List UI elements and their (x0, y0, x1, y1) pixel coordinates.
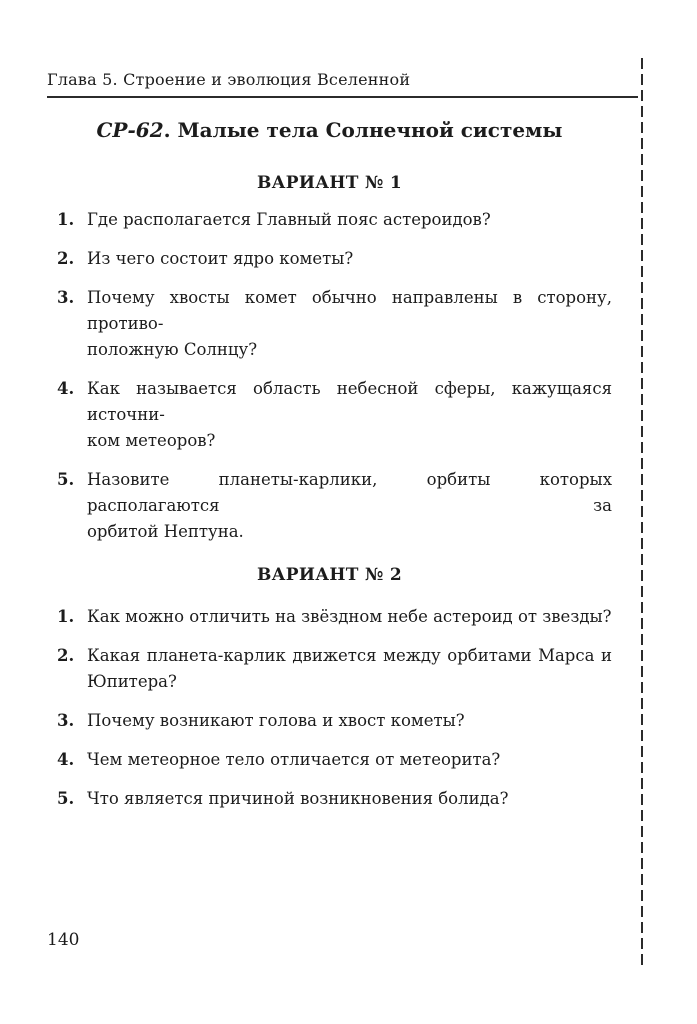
question-number: 4. (57, 750, 75, 769)
question-line: Чем метеорное тело отличается от метеорита? (87, 750, 501, 769)
question-line: Как можно отличить на звёздном небе астероид от звезды? (87, 607, 612, 626)
question-item (47, 604, 612, 630)
question-text (87, 604, 612, 630)
variant-section-1 (47, 172, 612, 545)
question-item (47, 207, 612, 233)
question-number: 4. (57, 379, 75, 398)
question-item (47, 246, 612, 272)
page-number: 140 (47, 930, 80, 950)
variant-2-questions (47, 604, 612, 812)
question-text (87, 643, 612, 695)
question-item (47, 747, 612, 773)
question-number: 2. (57, 249, 75, 268)
question-number: 2. (57, 646, 75, 665)
question-text (87, 207, 612, 233)
header-rule (47, 96, 638, 98)
question-text (87, 376, 612, 454)
question-line: Почему хвосты комет обычно направлены в сторону, противо- (87, 288, 612, 333)
worksheet-title-text: . Малые тела Солнечной системы (163, 118, 563, 142)
variant-section-2 (47, 564, 612, 812)
question-text (87, 708, 612, 734)
question-line: Назовите планеты-карлики, орбиты которых располагаются за (87, 470, 612, 515)
question-number: 3. (57, 711, 75, 730)
question-item (47, 786, 612, 812)
question-line: положную Солнцу? (87, 340, 258, 359)
question-line: Как называется область небесной сферы, кажущаяся источни- (87, 379, 612, 424)
variant-1-heading: ВАРИАНТ № 1 (256, 173, 403, 193)
question-text (87, 747, 612, 773)
page-title (47, 118, 612, 142)
question-item (47, 285, 612, 363)
question-number: 1. (57, 210, 75, 229)
question-item (47, 643, 612, 695)
question-line: Какая планета-карлик движется между орбитами Марса и (87, 646, 612, 665)
question-text (87, 285, 612, 363)
question-line: ком метеоров? (87, 431, 216, 450)
question-number: 5. (57, 470, 75, 489)
variant-2-heading: ВАРИАНТ № 2 (256, 565, 403, 585)
question-text (87, 467, 612, 545)
question-line: Почему возникают голова и хвост кометы? (87, 711, 465, 730)
question-item (47, 708, 612, 734)
variant-1-questions (47, 207, 612, 545)
question-number: 3. (57, 288, 75, 307)
question-item (47, 376, 612, 454)
question-line: Где располагается Главный пояс астероидов? (87, 210, 491, 229)
question-line: Что является причиной возникновения болида? (87, 789, 509, 808)
question-text (87, 786, 612, 812)
question-number: 1. (57, 607, 75, 626)
question-line: орбитой Нептуна. (87, 522, 244, 541)
question-text (87, 246, 612, 272)
question-line: Юпитера? (87, 672, 177, 691)
question-item (47, 467, 612, 545)
page-content (47, 108, 612, 825)
running-head: Глава 5. Строение и эволюция Вселенной (47, 70, 411, 89)
worksheet-code: СР-62 (96, 118, 164, 142)
question-line: Из чего состоит ядро кометы? (87, 249, 354, 268)
question-number: 5. (57, 789, 75, 808)
cut-dashed-line (641, 58, 643, 967)
